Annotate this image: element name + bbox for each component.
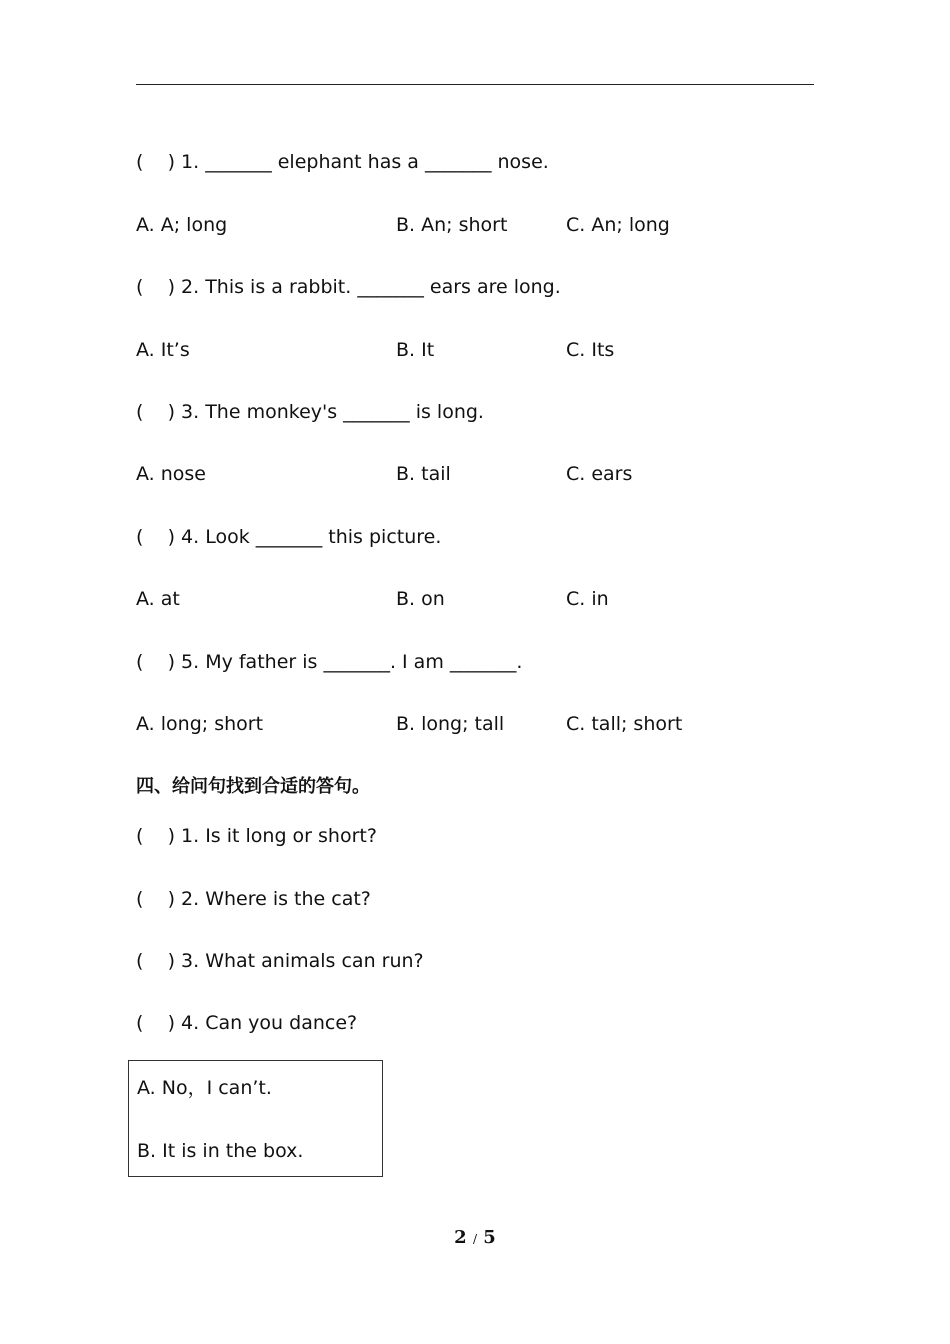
mc-q1-option-c: C. An; long [566, 214, 670, 236]
mc-q1-option-b: B. An; short [396, 214, 508, 236]
mc-q2-option-a: A. It’s [136, 339, 190, 361]
answer-a: A. No，I can’t. [137, 1077, 272, 1099]
mc-question-3: ( ) 3. The monkey's _______ is long. [136, 401, 484, 423]
total-pages: 5 [483, 1227, 496, 1248]
mc-q1-option-a: A. A; long [136, 214, 228, 236]
mc-q5-option-c: C. tall; short [566, 713, 683, 735]
mc-q4-option-a: A. at [136, 588, 180, 610]
page-separator: / [472, 1232, 478, 1246]
match-question-4: ( ) 4. Can you dance? [136, 1012, 358, 1034]
answer-b: B. It is in the box. [137, 1140, 304, 1162]
match-question-1: ( ) 1. Is it long or short? [136, 825, 377, 847]
mc-q3-option-a: A. nose [136, 463, 206, 485]
mc-q4-option-c: C. in [566, 588, 609, 610]
mc-q2-option-c: C. Its [566, 339, 615, 361]
mc-q5-option-b: B. long; tall [396, 713, 505, 735]
mc-question-5: ( ) 5. My father is _______. I am _______. [136, 651, 523, 673]
mc-q2-option-b: B. It [396, 339, 435, 361]
section-4-heading: 四、给问句找到合适的答句。 [136, 776, 370, 797]
mc-question-2: ( ) 2. This is a rabbit. _______ ears are long. [136, 276, 561, 298]
mc-q4-option-b: B. on [396, 588, 445, 610]
answer-box [128, 1060, 383, 1177]
mc-q5-option-a: A. long; short [136, 713, 264, 735]
current-page: 2 [454, 1227, 467, 1248]
mc-q3-option-c: C. ears [566, 463, 633, 485]
mc-question-4: ( ) 4. Look _______ this picture. [136, 526, 442, 548]
match-question-3: ( ) 3. What animals can run? [136, 950, 424, 972]
match-question-2: ( ) 2. Where is the cat? [136, 888, 371, 910]
header-rule [136, 84, 814, 85]
mc-question-1: ( ) 1. _______ elephant has a _______ nose. [136, 151, 549, 173]
page-number [0, 1227, 950, 1248]
mc-q3-option-b: B. tail [396, 463, 451, 485]
